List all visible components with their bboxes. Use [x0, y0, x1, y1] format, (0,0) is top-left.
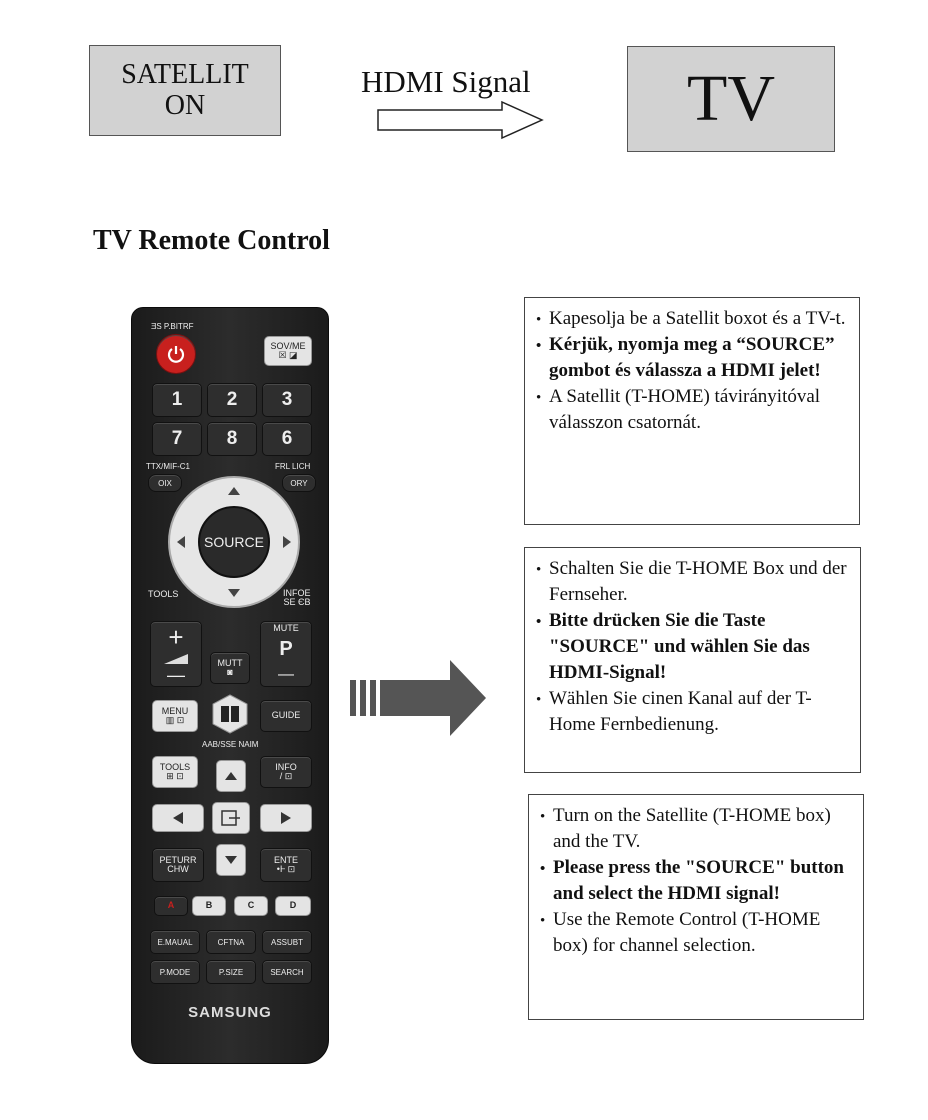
return-button[interactable] [152, 848, 204, 882]
pmode-button[interactable]: P.MODE [150, 960, 200, 984]
power-button[interactable] [156, 334, 196, 374]
channel-rocker[interactable] [260, 621, 312, 687]
num-button-2[interactable]: 2 [207, 383, 257, 417]
color-button-d[interactable]: D [275, 896, 311, 916]
right-arrow-icon[interactable] [282, 535, 292, 549]
hdmi-signal-label: HDMI Signal [361, 64, 531, 99]
page-title: TV Remote Control [93, 225, 330, 256]
down-arrow-icon[interactable] [227, 588, 241, 598]
mute-line2: ◙ [227, 667, 233, 677]
color-button-b[interactable]: B [192, 896, 226, 916]
volume-rocker[interactable] [150, 621, 202, 687]
nav-up-icon [224, 771, 238, 781]
nav-down-icon [224, 855, 238, 865]
num-button-8[interactable]: 8 [207, 422, 257, 456]
menu-line1: MENU [161, 705, 189, 716]
info-label-line1: INFOE [283, 588, 311, 598]
ttx-button[interactable]: OIX [148, 474, 182, 492]
source-button[interactable]: SOURCE [198, 506, 270, 578]
volume-down[interactable]: — [167, 664, 185, 685]
left-arrow-icon[interactable] [176, 535, 186, 549]
instruction-item: • Please press the "SOURCE" button and select the HDMI signal! [539, 855, 853, 907]
power-icon [166, 344, 186, 364]
assubt-button[interactable]: ASSUBT [262, 930, 312, 954]
tools-line1: TOOLS [159, 761, 191, 772]
guide-button[interactable]: GUIDE [260, 700, 312, 732]
center-caption: AAB/SSE NAIM [202, 740, 259, 749]
instruction-item: • Schalten Sie die T-HOME Box und der Fernseher. [535, 556, 850, 608]
instruction-item: • Wählen Sie cinen Kanal auf der T-Home Fernbedienung. [535, 686, 850, 738]
info-label [283, 589, 311, 608]
return-line1: PETURR [159, 854, 197, 865]
exit-line2: •Ⱶ ⊡ [276, 864, 296, 874]
search-button[interactable]: SEARCH [262, 960, 312, 984]
ttx-label: TTX/MIF-C1 [146, 462, 190, 471]
info-button[interactable] [260, 756, 312, 788]
channel-top-label: MUTE [273, 623, 299, 634]
hdmi-arrow-icon [376, 100, 546, 140]
channel-down[interactable]: — [278, 665, 294, 683]
emanual-button[interactable]: E.MAUAL [150, 930, 200, 954]
source-small-line1: SOV/ME [270, 340, 306, 351]
instruction-item: • Kapesolja be a Satellit boxot és a TV-t. [535, 306, 849, 332]
tools-label: TOOLS [148, 589, 179, 599]
satellite-box [89, 45, 281, 136]
exit-line1: ENTE [273, 854, 298, 865]
mute-line1: MUTT [217, 657, 243, 668]
up-arrow-icon[interactable] [227, 486, 241, 496]
cftna-button[interactable]: CFTNA [206, 930, 256, 954]
num-button-3[interactable]: 3 [262, 383, 312, 417]
instruction-item: • Turn on the Satellite (T-HOME box) and the TV. [539, 803, 853, 855]
nav-left-icon [172, 811, 184, 825]
volume-up[interactable]: + [168, 622, 184, 653]
source-small-button[interactable] [264, 336, 312, 366]
tv-box: TV [627, 46, 835, 152]
nav-right-button[interactable] [260, 804, 312, 832]
channel-p-label: P [279, 638, 293, 661]
direction-pad [168, 476, 300, 608]
enter-icon [221, 810, 241, 826]
exit-button[interactable] [260, 848, 312, 882]
info-label-line2: SE ЄB [283, 597, 311, 608]
nav-right-icon [280, 811, 292, 825]
menu-line2: ▥ ⊡ [165, 715, 185, 725]
tools-button[interactable] [152, 756, 198, 788]
enter-center-button[interactable] [212, 802, 250, 834]
instruction-item: • Kérjük, nyomja meg a “SOURCE” gombot és válassza a HDMI jelet! [535, 332, 849, 384]
color-button-a[interactable]: A [154, 896, 188, 916]
info-line1: INFO [275, 761, 297, 772]
instruction-item: • Bitte drücken Sie die Taste "SOURCE" und wählen Sie das HDMI-Signal! [535, 608, 850, 686]
brand-logo: SAMSUNG [188, 1004, 272, 1021]
num-button-7[interactable]: 7 [152, 422, 202, 456]
psize-button[interactable]: P.SIZE [206, 960, 256, 984]
instructions-german [524, 547, 861, 773]
remote-top-label: ƎS P.BITRF [151, 322, 194, 331]
menu-button[interactable] [152, 700, 198, 732]
satellite-box-line1: SATELLIT [121, 58, 249, 90]
instructions-hungarian [524, 297, 860, 525]
nav-up-button[interactable] [216, 760, 246, 792]
return-line2: CHW [167, 864, 189, 874]
nav-left-button[interactable] [152, 804, 204, 832]
remote-control [131, 307, 329, 1064]
num-button-1[interactable]: 1 [152, 383, 202, 417]
prelist-label: FRL LICH [275, 462, 311, 471]
info-line2: / ⊡ [279, 771, 293, 781]
num-button-6[interactable]: 6 [262, 422, 312, 456]
instructions-english [528, 794, 864, 1020]
source-small-line2: ☒ ◪ [278, 350, 298, 360]
big-arrow-icon [350, 658, 490, 738]
satellite-box-line2: ON [164, 89, 206, 121]
tools-line2: ⊞ ⊡ [166, 771, 184, 781]
instruction-item: • A Satellit (T-HOME) távirányitóval válasszon csatornát. [535, 384, 849, 436]
mute-button[interactable] [210, 652, 250, 684]
volume-ramp-icon [164, 654, 188, 664]
nav-down-button[interactable] [216, 844, 246, 876]
instruction-item: • Use the Remote Control (T-HOME box) for channel selection. [539, 907, 853, 959]
prelist-button[interactable]: ORY [282, 474, 316, 492]
color-button-c[interactable]: C [234, 896, 268, 916]
smart-hub-icon[interactable] [212, 694, 248, 734]
